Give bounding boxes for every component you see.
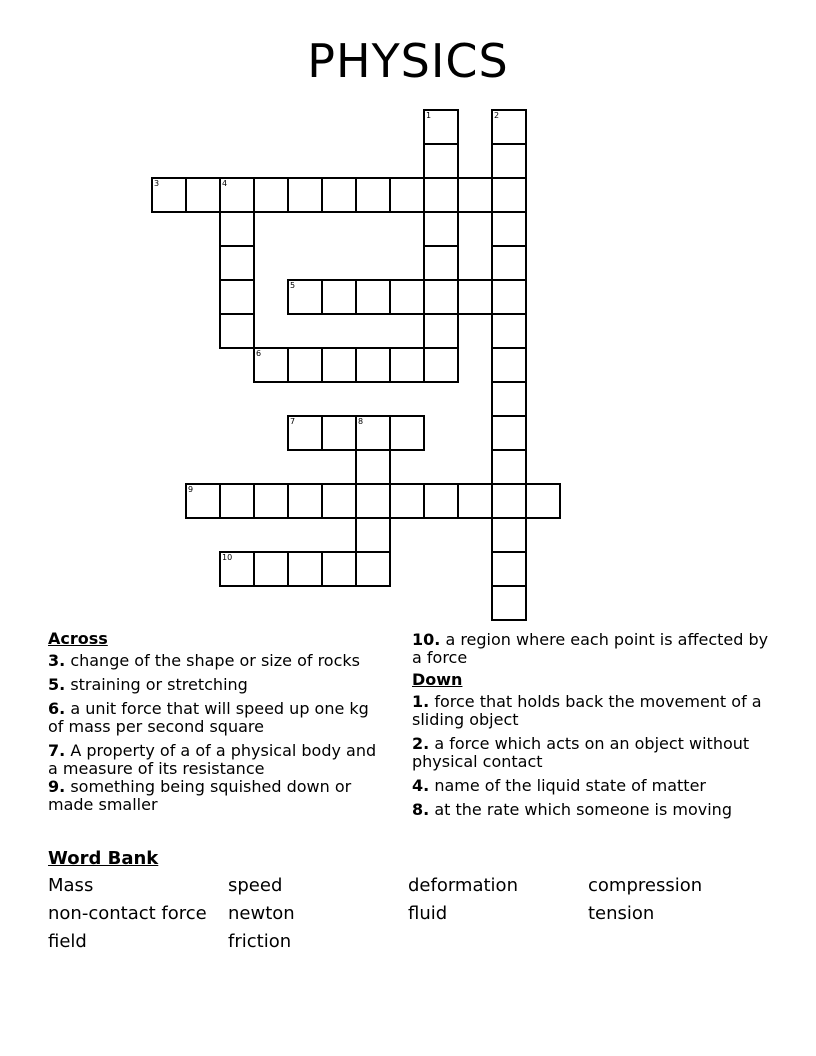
crossword-cell[interactable] <box>491 585 527 621</box>
cell-number: 8 <box>358 417 364 426</box>
word-bank-item: compression <box>588 875 703 896</box>
crossword-cell[interactable] <box>491 449 527 485</box>
crossword-cell[interactable] <box>355 483 391 519</box>
crossword-cell[interactable] <box>219 313 255 349</box>
crossword-cell[interactable] <box>287 279 323 315</box>
crossword-cell[interactable] <box>355 347 391 383</box>
crossword-cell[interactable] <box>321 347 357 383</box>
crossword-cell[interactable] <box>219 551 255 587</box>
crossword-cell[interactable] <box>321 483 357 519</box>
crossword-cell[interactable] <box>491 381 527 417</box>
word-bank-item: field <box>48 931 87 952</box>
crossword-cell[interactable] <box>253 347 289 383</box>
crossword-cell[interactable] <box>491 143 527 179</box>
clue-across-9: 9. something being squished down or made smaller <box>48 777 352 814</box>
crossword-cell[interactable] <box>423 347 459 383</box>
clue-across-10: 10. a region where each point is affected by a force <box>412 630 769 667</box>
crossword-cell[interactable] <box>355 279 391 315</box>
crossword-cell[interactable] <box>355 415 391 451</box>
crossword-cell[interactable] <box>355 517 391 553</box>
clue-down-8: 8. at the rate which someone is moving <box>412 800 732 819</box>
crossword-cell[interactable] <box>287 177 323 213</box>
crossword-cell[interactable] <box>423 211 459 247</box>
crossword-cell[interactable] <box>219 211 255 247</box>
crossword-cell[interactable] <box>287 483 323 519</box>
word-bank-item: newton <box>228 903 295 924</box>
word-bank-item: tension <box>588 903 655 924</box>
clue-across-3: 3. change of the shape or size of rocks <box>48 651 360 670</box>
crossword-cell[interactable] <box>389 347 425 383</box>
crossword-cell[interactable] <box>457 279 493 315</box>
cell-number: 9 <box>188 485 194 494</box>
cell-number: 10 <box>222 553 233 562</box>
crossword-cell[interactable] <box>185 177 221 213</box>
crossword-cell[interactable] <box>491 551 527 587</box>
crossword-cell[interactable] <box>389 415 425 451</box>
crossword-cell[interactable] <box>253 177 289 213</box>
word-bank-item: deformation <box>408 875 518 896</box>
crossword-cell[interactable] <box>321 415 357 451</box>
clue-down-4: 4. name of the liquid state of matter <box>412 776 706 795</box>
down-clues <box>412 631 772 825</box>
word-bank-item: Mass <box>48 875 94 896</box>
cell-number: 4 <box>222 179 228 188</box>
crossword-cell[interactable] <box>321 177 357 213</box>
word-bank-title: Word Bank <box>48 848 159 869</box>
cell-number: 1 <box>426 111 432 120</box>
crossword-cell[interactable] <box>491 245 527 281</box>
clue-down-2: 2. a force which acts on an object without physical contact <box>412 734 750 771</box>
crossword-cell[interactable] <box>491 279 527 315</box>
crossword-cell[interactable] <box>491 483 527 519</box>
crossword-cell[interactable] <box>423 483 459 519</box>
clue-across-6: 6. a unit force that will speed up one kg of mass per second square <box>48 699 369 736</box>
across-clues <box>48 630 388 820</box>
crossword-cell[interactable] <box>423 177 459 213</box>
crossword-cell[interactable] <box>287 415 323 451</box>
crossword-cell[interactable] <box>423 279 459 315</box>
crossword-cell[interactable] <box>219 483 255 519</box>
crossword-cell[interactable] <box>491 177 527 213</box>
cell-number: 7 <box>290 417 296 426</box>
crossword-cell[interactable] <box>355 449 391 485</box>
clue-down-1: 1. force that holds back the movement of a sliding object <box>412 692 762 729</box>
crossword-cell[interactable] <box>491 415 527 451</box>
across-heading: Across <box>48 629 108 648</box>
word-bank-item: friction <box>228 931 292 952</box>
crossword-cell[interactable] <box>525 483 561 519</box>
crossword-cell[interactable] <box>355 551 391 587</box>
crossword-cell[interactable] <box>253 483 289 519</box>
crossword-cell[interactable] <box>253 551 289 587</box>
word-bank-item: non-contact force <box>48 903 207 924</box>
crossword-cell[interactable] <box>151 177 187 213</box>
crossword-cell[interactable] <box>321 279 357 315</box>
crossword-cell[interactable] <box>287 551 323 587</box>
down-heading: Down <box>412 670 463 689</box>
crossword-cell[interactable] <box>219 245 255 281</box>
clue-across-5: 5. straining or stretching <box>48 675 248 694</box>
word-bank-item: fluid <box>408 903 448 924</box>
crossword-cell[interactable] <box>457 177 493 213</box>
clue-across-7: 7. A property of a of a physical body and a measure of its resistance <box>48 741 377 778</box>
cell-number: 3 <box>154 179 160 188</box>
crossword-cell[interactable] <box>287 347 323 383</box>
cell-number: 5 <box>290 281 296 290</box>
page-title: PHYSICS <box>307 34 509 88</box>
crossword-cell[interactable] <box>491 517 527 553</box>
crossword-cell[interactable] <box>389 279 425 315</box>
crossword-cell[interactable] <box>389 483 425 519</box>
crossword-cell[interactable] <box>491 109 527 145</box>
crossword-cell[interactable] <box>219 177 255 213</box>
crossword-cell[interactable] <box>355 177 391 213</box>
crossword-cell[interactable] <box>457 483 493 519</box>
crossword-cell[interactable] <box>491 211 527 247</box>
crossword-cell[interactable] <box>423 109 459 145</box>
crossword-cell[interactable] <box>491 347 527 383</box>
crossword-cell[interactable] <box>423 143 459 179</box>
cell-number: 6 <box>256 349 262 358</box>
crossword-cell[interactable] <box>491 313 527 349</box>
crossword-cell[interactable] <box>321 551 357 587</box>
crossword-cell[interactable] <box>219 279 255 315</box>
crossword-cell[interactable] <box>423 313 459 349</box>
word-bank-item: speed <box>228 875 283 896</box>
crossword-cell[interactable] <box>185 483 221 519</box>
crossword-cell[interactable] <box>423 245 459 281</box>
crossword-cell[interactable] <box>389 177 425 213</box>
cell-number: 2 <box>494 111 500 120</box>
